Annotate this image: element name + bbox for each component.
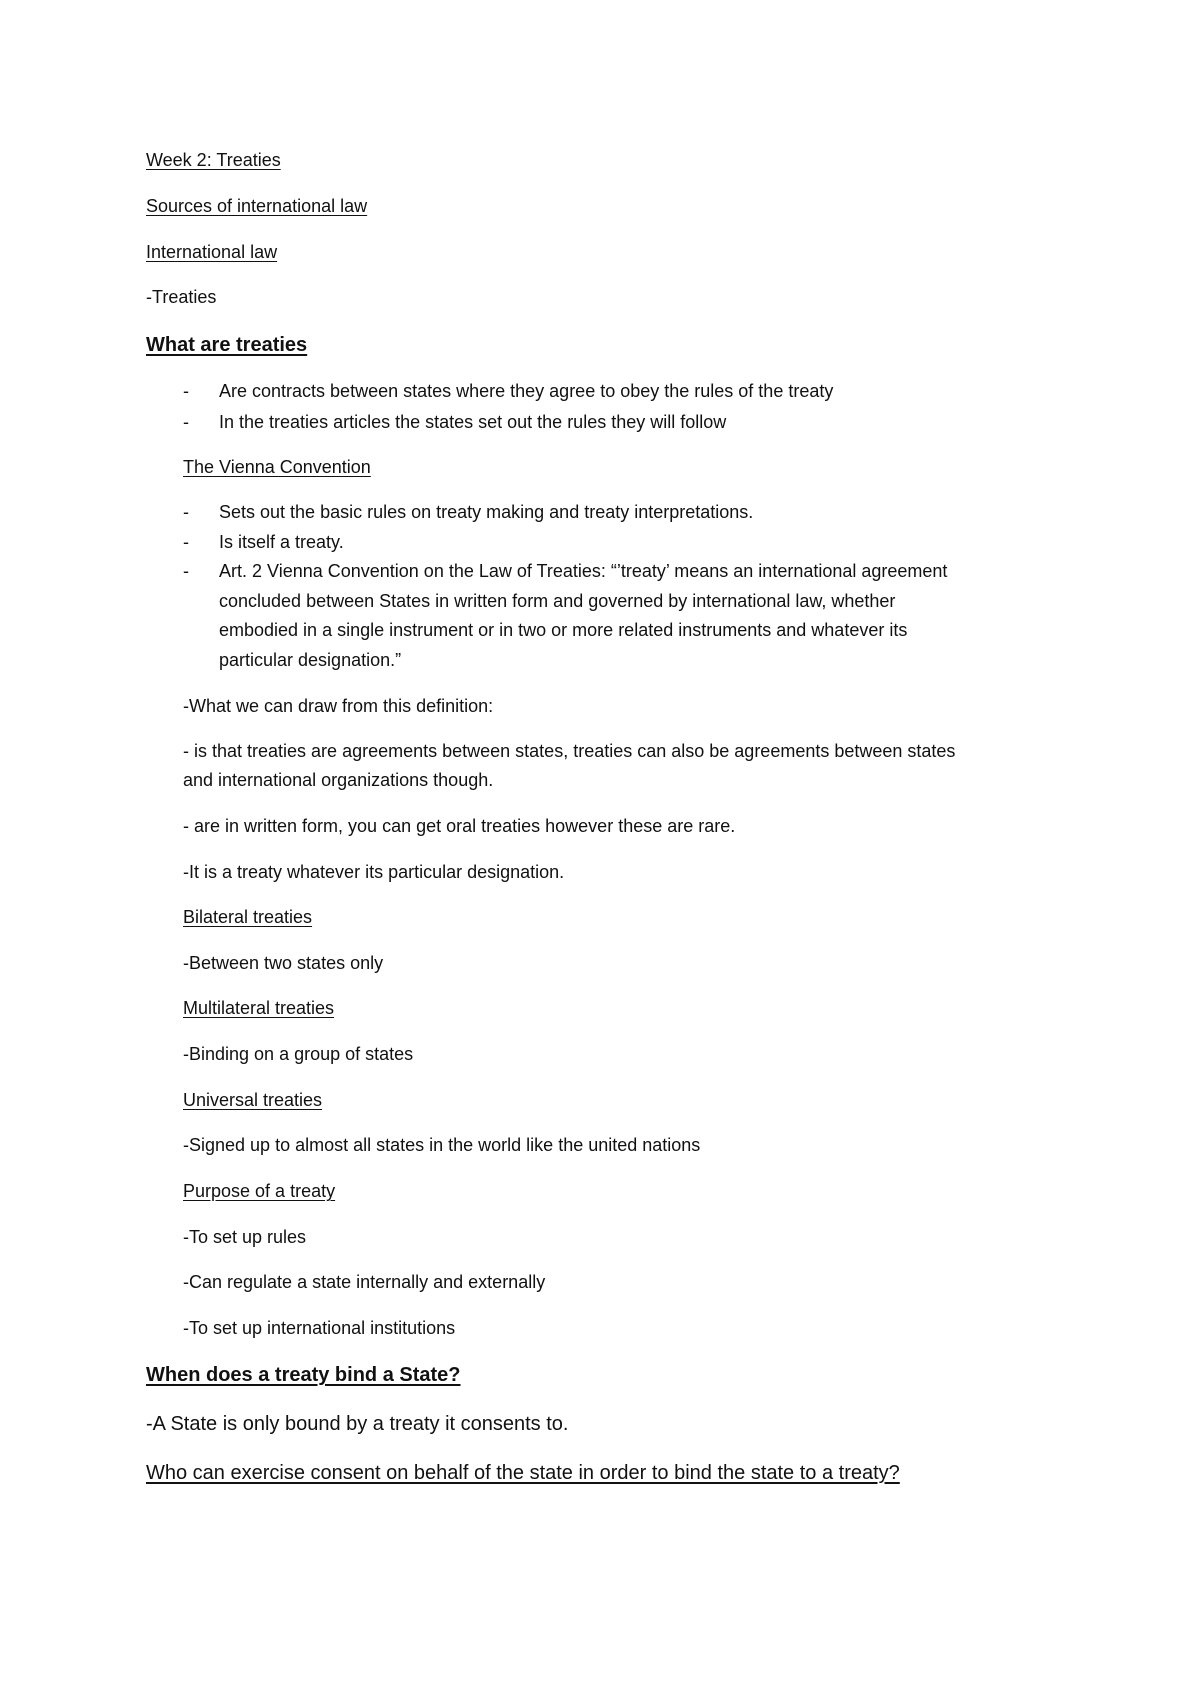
vienna-heading: The Vienna Convention <box>183 457 371 477</box>
art2-continuation-line: concluded between States in written form and governed by international law, whether <box>219 591 896 611</box>
multilateral-heading: Multilateral treaties <box>183 998 335 1018</box>
bullet-dash: - <box>183 381 189 401</box>
multilateral-text: -Binding on a group of states <box>183 1044 414 1064</box>
bilateral-heading: Bilateral treaties <box>183 907 313 927</box>
treaties-line: -Treaties <box>146 287 217 307</box>
bind-text: -A State is only bound by a treaty it consents to. <box>146 1413 569 1435</box>
sources-heading: Sources of international law <box>146 196 368 216</box>
bullet-dash: - <box>183 561 189 581</box>
bullet-dash: - <box>183 532 189 552</box>
list-item-text: In the treaties articles the states set out the rules they will follow <box>219 412 727 432</box>
draw-point-1a: - is that treaties are agreements between states, treaties can also be agreements between states <box>183 741 956 761</box>
art2-continuation-line: embodied in a single instrument or in two or more related instruments and whatever its <box>219 620 908 640</box>
draw-point-3: -It is a treaty whatever its particular designation. <box>183 862 565 882</box>
bilateral-text: -Between two states only <box>183 953 384 973</box>
universal-text: -Signed up to almost all states in the world like the united nations <box>183 1135 701 1155</box>
list-item-text: Sets out the basic rules on treaty making and treaty interpretations. <box>219 502 754 522</box>
purpose-item: -To set up international institutions <box>183 1318 456 1338</box>
list-item-text: Is itself a treaty. <box>219 532 344 552</box>
list-item-text: Are contracts between states where they agree to obey the rules of the treaty <box>219 381 834 401</box>
art2-continuation-line: particular designation.” <box>219 650 402 670</box>
purpose-item: -Can regulate a state internally and externally <box>183 1272 546 1292</box>
universal-heading: Universal treaties <box>183 1090 323 1110</box>
purpose-heading: Purpose of a treaty <box>183 1181 336 1201</box>
bind-heading: When does a treaty bind a State? <box>146 1364 461 1386</box>
list-item-text: Art. 2 Vienna Convention on the Law of Treaties: “’treaty’ means an international agreement <box>219 561 948 581</box>
international-law-heading: International law <box>146 242 278 262</box>
what-are-treaties-heading: What are treaties <box>146 334 308 356</box>
bullet-dash: - <box>183 412 189 432</box>
bullet-dash: - <box>183 502 189 522</box>
draw-point-1b: and international organizations though. <box>183 770 494 790</box>
draw-line: -What we can draw from this definition: <box>183 696 494 716</box>
draw-point-2: - are in written form, you can get oral treaties however these are rare. <box>183 816 736 836</box>
week-title: Week 2: Treaties <box>146 150 281 170</box>
purpose-item: -To set up rules <box>183 1227 307 1247</box>
consent-heading: Who can exercise consent on behalf of the state in order to bind the state to a treaty? <box>146 1462 900 1484</box>
